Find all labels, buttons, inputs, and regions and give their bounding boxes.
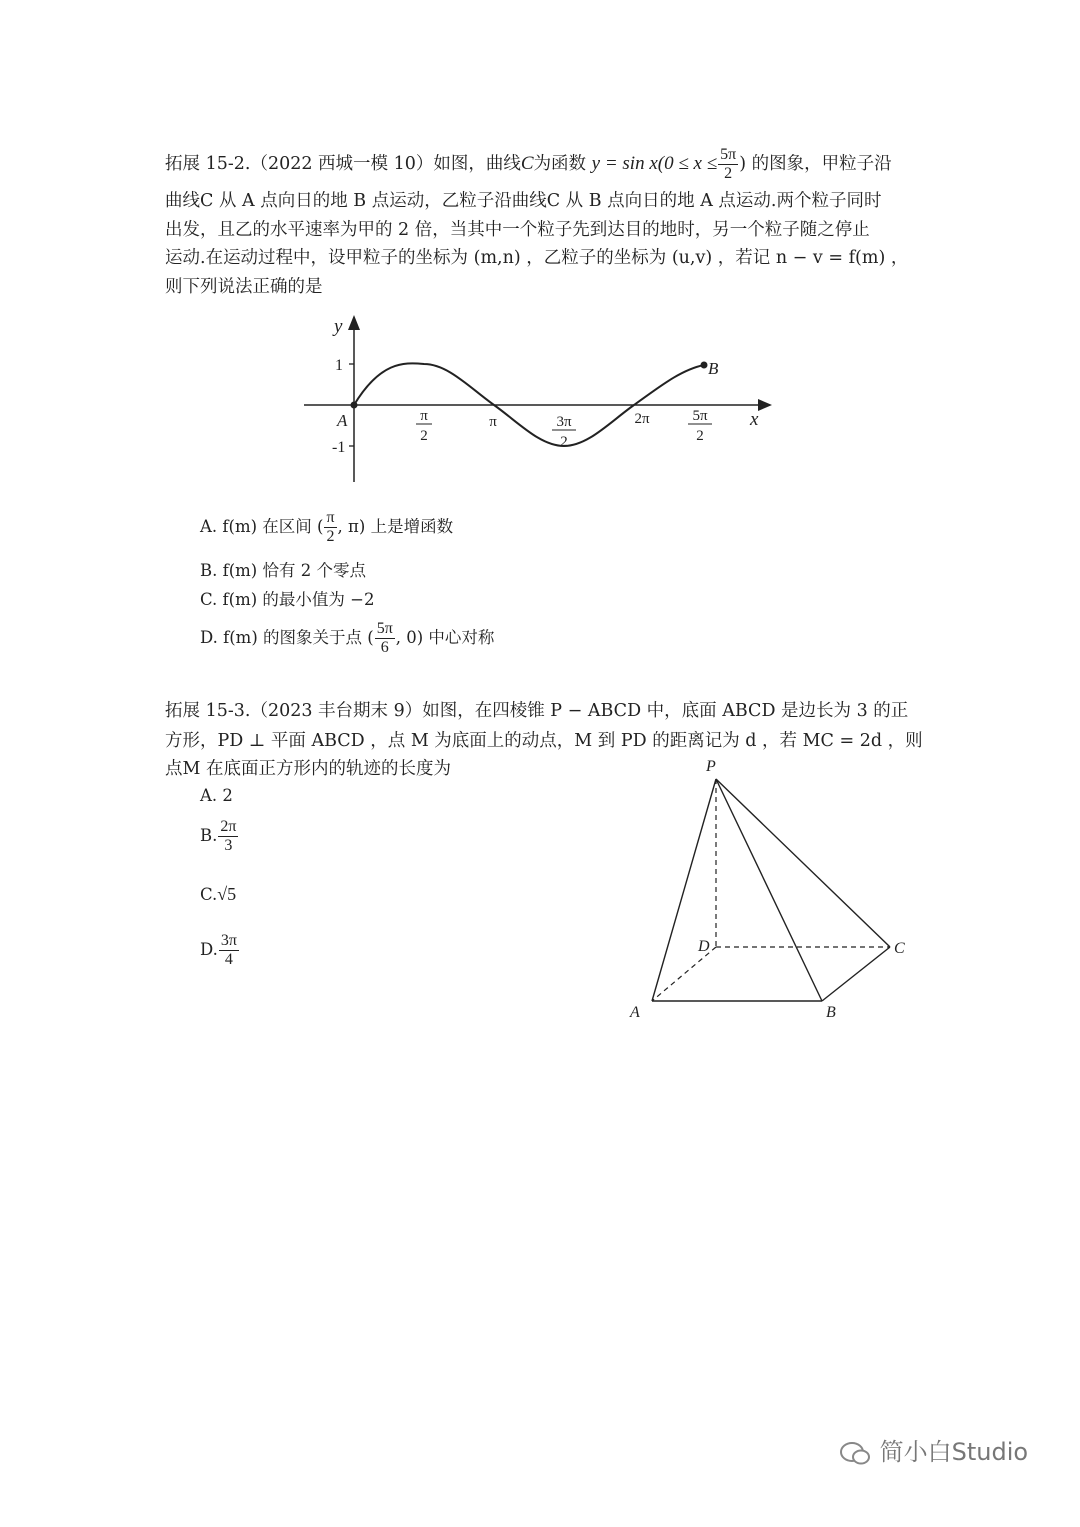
function-expression: y = sin x(0 ≤ x ≤ — [591, 153, 718, 174]
option-1a-den: 2 — [326, 528, 335, 545]
y-axis-arrow — [348, 315, 360, 330]
point-a — [351, 402, 358, 409]
tick-pi-half-den: 2 — [420, 428, 428, 444]
option-2d-pre: D. — [200, 940, 218, 959]
tick-m1: -1 — [332, 439, 346, 456]
edge-da — [652, 947, 716, 1001]
option-2d-den: 4 — [224, 951, 233, 968]
upper-bound-fraction — [718, 146, 738, 183]
edge-pc — [716, 779, 890, 947]
option-1d — [200, 620, 494, 657]
edge-bc — [822, 947, 890, 1001]
option-1d-num: 5π — [376, 620, 393, 637]
edge-pa — [652, 779, 716, 1001]
problem2-line2: 方形，PD ⊥ 平面 ABCD ，点 M 为底面上的动点，M 到 PD 的距离记为 d ，若 MC = 2d ，则 — [165, 731, 923, 751]
option-1d-den: 6 — [380, 639, 389, 656]
option-1c: C. f(m) 的最小值为 −2 — [200, 590, 375, 609]
x-label: x — [750, 409, 759, 430]
problem1-t2: ) 的图象，甲粒子沿 — [739, 154, 892, 174]
sine-graph — [290, 310, 780, 490]
wechat-icon — [838, 1440, 872, 1466]
option-1a-post: , π) 上是增函数 — [337, 517, 454, 536]
edge-pb — [716, 779, 822, 1001]
option-1a-pre: A. f(m) 在区间 ( — [200, 517, 324, 536]
tick-3pi-half-num: 3π — [556, 414, 572, 430]
option-2c-pre: C. — [200, 885, 218, 904]
problem2-line1: 拓展 15-3.（2023 丰台期末 9）如图，在四棱锥 P − ABCD 中，底面 ABCD 是边长为 3 的正 — [165, 701, 909, 721]
tick-5pi-half-den: 2 — [696, 428, 704, 444]
label-b: B — [708, 359, 719, 378]
option-2b-pre: B. — [200, 826, 218, 845]
option-2c-root: √5 — [217, 884, 237, 904]
tick-2pi: 2π — [634, 411, 650, 427]
label-a2: A — [630, 1004, 640, 1021]
option-2d-fraction — [219, 932, 239, 969]
option-1d-pre: D. f(m) 的图象关于点 ( — [200, 628, 374, 647]
tick-1: 1 — [335, 357, 343, 374]
problem1-line5: 则下列说法正确的是 — [165, 277, 323, 297]
label-a: A — [337, 411, 348, 430]
option-2b — [200, 818, 239, 855]
problem1-t1: 为函数 — [533, 154, 587, 174]
option-1a-fraction — [324, 509, 336, 546]
option-2d — [200, 932, 240, 969]
option-1d-fraction — [375, 620, 395, 657]
option-2b-den: 3 — [224, 837, 233, 854]
label-c: C — [894, 940, 905, 957]
option-2d-num: 3π — [220, 932, 237, 949]
problem1-line4: 运动.在运动过程中，设甲粒子的坐标为 (m,n) ，乙粒子的坐标为 (u,v) ，若记 n − v = f(m) ， — [165, 248, 909, 268]
option-2b-fraction — [218, 818, 238, 855]
watermark-text: 简小白Studio — [879, 1438, 1029, 1466]
curve-c: C — [520, 153, 534, 174]
label-p: P — [706, 758, 716, 775]
tick-pi-half-num: π — [420, 408, 428, 424]
problem1-line2: 曲线C 从 A 点向日的地 B 点运动，乙粒子沿曲线C 从 B 点向日的地 A 点运动.两个粒子同时 — [165, 191, 882, 211]
problem1-line1 — [165, 146, 892, 183]
option-1d-post: , 0) 中心对称 — [395, 628, 495, 647]
tick-5pi-half-num: 5π — [692, 408, 708, 424]
option-2b-num: 2π — [220, 818, 237, 835]
option-1b: B. f(m) 恰有 2 个零点 — [200, 561, 366, 580]
frac-den: 2 — [724, 165, 733, 182]
watermark — [838, 1432, 1028, 1467]
problem1-line3: 出发，且乙的水平速率为甲的 2 倍，当其中一个粒子先到达目的地时，另一个粒子随之停止 — [165, 220, 870, 240]
pyramid-figure — [620, 755, 920, 1030]
label-d: D — [698, 938, 710, 955]
option-1a-num: π — [326, 509, 335, 526]
option-2a: A. 2 — [200, 786, 233, 805]
frac-num: 5π — [720, 146, 737, 163]
tick-pi: π — [489, 414, 497, 430]
y-label: y — [334, 316, 343, 337]
option-2c — [200, 884, 236, 905]
option-1a — [200, 509, 453, 546]
point-b — [701, 362, 708, 369]
label-b2: B — [826, 1004, 836, 1021]
x-axis-arrow — [758, 399, 772, 411]
tick-3pi-half-den: 2 — [560, 434, 568, 450]
problem2-line3: 点M 在底面正方形内的轨迹的长度为 — [165, 759, 451, 779]
problem1-lead: 拓展 15-2.（2022 西城一模 10）如图，曲线 — [165, 154, 521, 174]
